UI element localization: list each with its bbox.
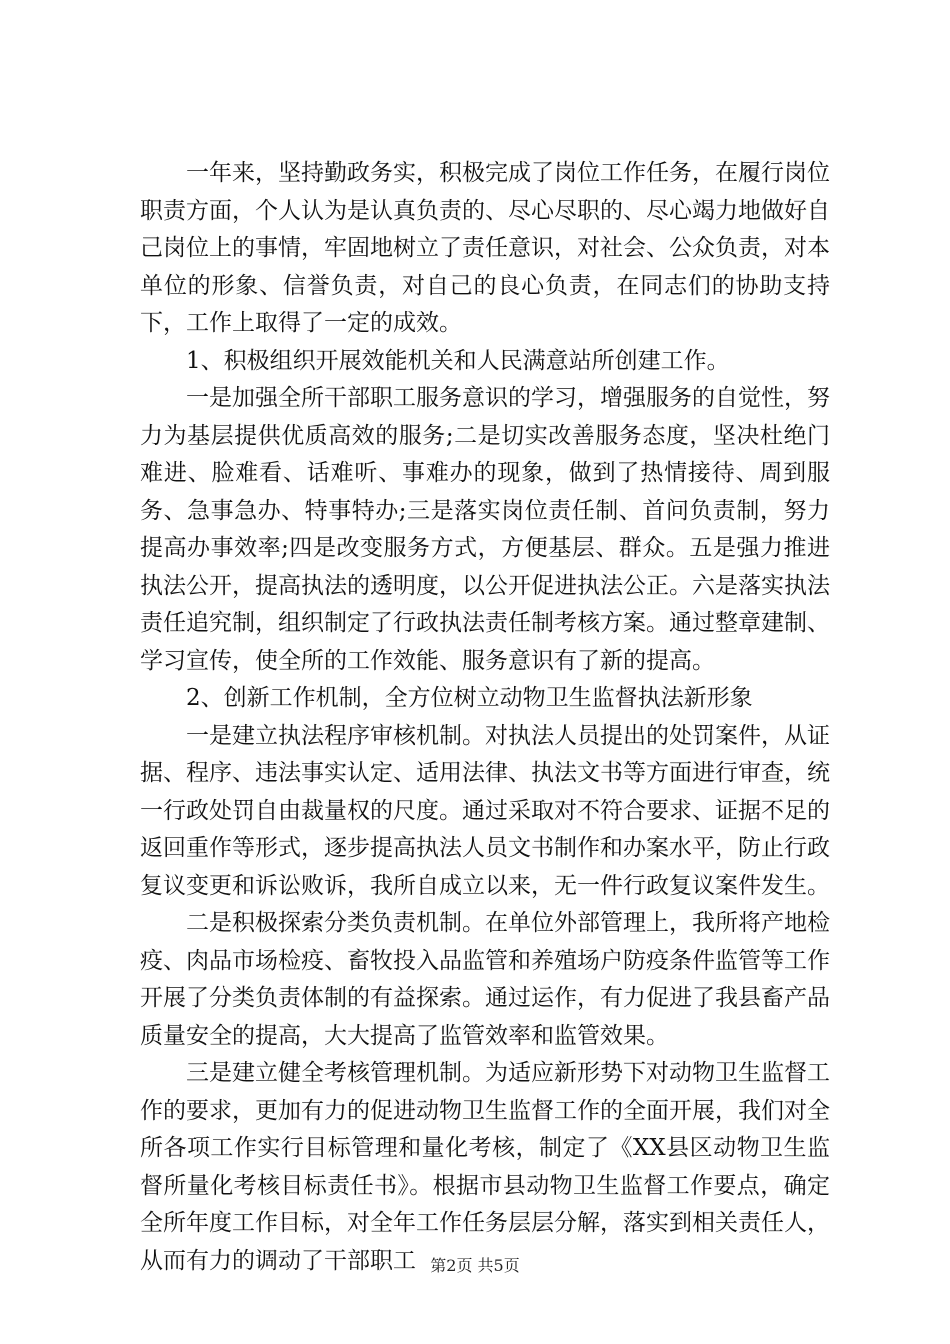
paragraph-review-mechanism: 一是建立执法程序审核机制。对执法人员提出的处罚案件，从证据、程序、违法事实认定、适用法律、执法文书等方面进行审查，统一行政处罚自由裁量权的尺度。通过采取对不符合要求、证据不足的返回重作等形式，逐步提高执法人员文书制作和办案水平，防止行政复议变更和诉讼败诉，我所自成立以来，无一件行政复议案件发生。: [140, 722, 830, 899]
section-heading-1: 1、积极组织开展效能机关和人民满意站所创建工作。: [186, 347, 730, 374]
page-footer: 第2页 共5页: [430, 1256, 520, 1275]
paragraph-section-1: 一是加强全所干部职工服务意识的学习，增强服务的自觉性，努力为基层提供优质高效的服务;二是切实改善服务态度，坚决杜绝门难进、脸难看、话难听、事难办的现象，做到了热情接待、周到服务、急事急办、特事特办;三是落实岗位责任制、首问负责制，努力提高办事效率;四是改变服务方式，方便基层、群众。五是强力推进执法公开，提高执法的透明度，以公开促进执法公正。六是落实执法责任追究制，组织制定了行政执法责任制考核方案。通过整章建制、学习宣传，使全所的工作效能、服务意识有了新的提高。: [140, 385, 830, 674]
paragraph-intro: 一年来，坚持勤政务实，积极完成了岗位工作任务，在履行岗位职责方面，个人认为是认真负责的、尽心尽职的、尽心竭力地做好自己岗位上的事情，牢固地树立了责任意识，对社会、公众负责，对本单位的形象、信誉负责，对自己的良心负责，在同志们的协助支持下，工作上取得了一定的成效。: [140, 160, 830, 336]
paragraph-assessment-mechanism: 三是建立健全考核管理机制。为适应新形势下对动物卫生监督工作的要求，更加有力的促进动物卫生监督工作的全面开展，我们对全所各项工作实行目标管理和量化考核，制定了《XX县区动物卫生监督所量化考核目标责任书》。根据市县动物卫生监督工作要点，确定全所年度工作目标，对全年工作任务层层分解，落实到相关责任人，从而有力的调动了干部职工: [140, 1060, 830, 1274]
document-body: [140, 155, 830, 1280]
paragraph-classification-mechanism: 二是积极探索分类负责机制。在单位外部管理上，我所将产地检疫、肉品市场检疫、畜牧投入品监管和养殖场户防疫条件监管等工作开展了分类负责体制的有益探索。通过运作，有力促进了我县畜产品质量安全的提高，大大提高了监管效率和监管效果。: [140, 910, 830, 1049]
section-heading-2: 2、创新工作机制，全方位树立动物卫生监督执法新形象: [186, 685, 753, 711]
